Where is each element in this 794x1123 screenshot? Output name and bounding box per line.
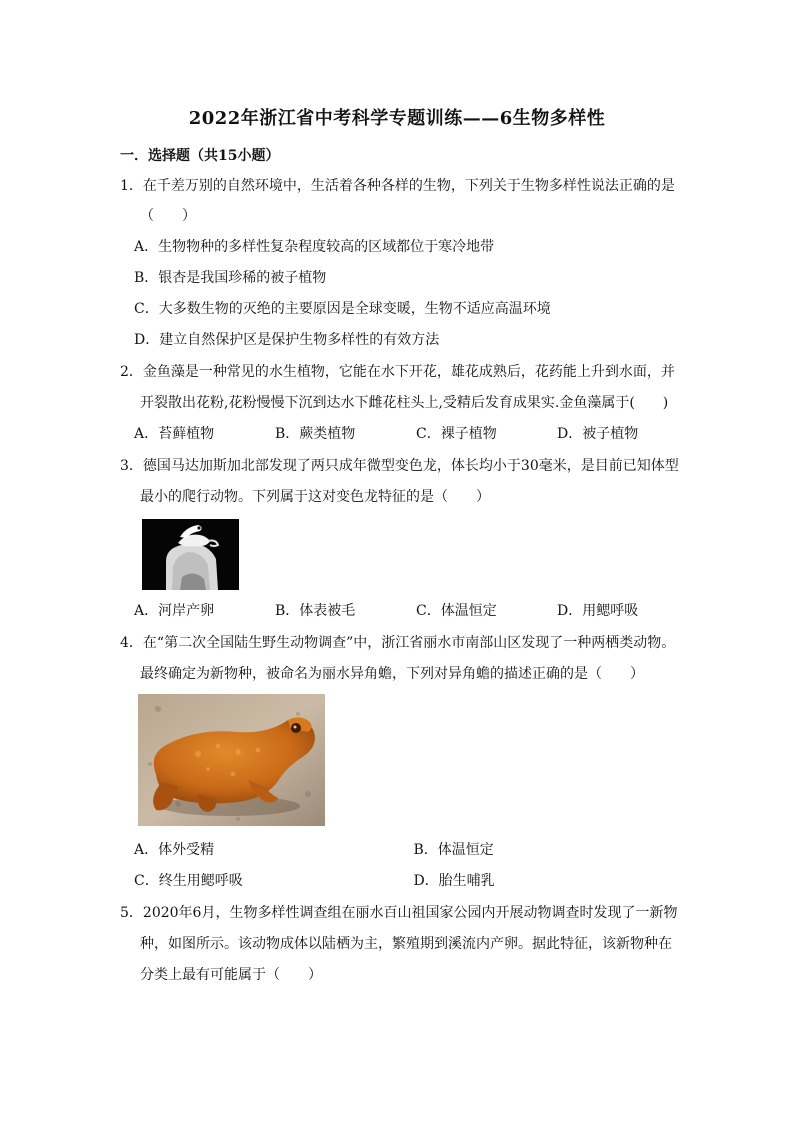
document-title: 2022年浙江省中考科学专题训练——6生物多样性 <box>188 108 606 129</box>
question-2-option-d: D．被子植物 <box>557 426 639 442</box>
question-3-options <box>134 601 698 621</box>
section-heading: 一．选择题（共15小题） <box>120 148 280 164</box>
question-4-option-d: D．胎生哺乳 <box>413 873 495 889</box>
toad-image <box>138 694 325 826</box>
question-3-stem-line-2: 最小的爬行动物。下列属于这对变色龙特征的是（ ） <box>140 489 490 505</box>
question-3-stem-line-1: 3．德国马达加斯加北部发现了两只成年微型变色龙，体长均小于30毫米，是目前已知体型 <box>120 458 679 474</box>
question-1-stem-line-1: 1．在千差万别的自然环境中，生活着各种各样的生物，下列关于生物多样性说法正确的是 <box>120 178 675 194</box>
question-1-option-c: C．大多数生物的灭绝的主要原因是全球变暖，生物不适应高温环境 <box>134 301 551 317</box>
chameleon-on-finger-icon <box>142 519 239 590</box>
question-1-stem-line-2: （ ） <box>140 208 196 224</box>
question-1-option-a: A．生物物种的多样性复杂程度较高的区域都位于寒冷地带 <box>134 239 495 255</box>
question-4-option-c: C．终生用鳃呼吸 <box>134 873 243 889</box>
question-1-option-b: B．银杏是我国珍稀的被子植物 <box>134 270 327 286</box>
chameleon-image <box>142 519 239 590</box>
question-2-stem-line-2: 开裂散出花粉,花粉慢慢下沉到达水下雌花柱头上,受精后发育成果实.金鱼藻属于( ) <box>140 395 669 411</box>
question-4-options-row-1 <box>134 840 688 860</box>
question-2-option-c: C．裸子植物 <box>416 426 497 442</box>
question-2-options <box>134 424 698 444</box>
question-3-option-a: A．河岸产卵 <box>134 603 215 619</box>
question-5-stem-line-1: 5．2020年6月，生物多样性调查组在丽水百山祖国家公园内开展动物调查时发现了一新物 <box>120 905 678 921</box>
question-4-options-row-2 <box>134 871 688 891</box>
question-3-option-c: C．体温恒定 <box>416 603 497 619</box>
question-1-option-d: D．建立自然保护区是保护生物多样性的有效方法 <box>134 332 440 348</box>
question-4-option-a: A．体外受精 <box>134 842 215 858</box>
question-4-stem-line-1: 4．在“第二次全国陆生野生动物调查”中，浙江省丽水市南部山区发现了一种两栖类动物。 <box>120 635 676 651</box>
question-5-stem-line-3: 分类上最有可能属于（ ） <box>140 967 322 983</box>
question-3-option-d: D．用鳃呼吸 <box>557 603 639 619</box>
question-4-stem-line-2: 最终确定为新物种，被命名为丽水异角蟾，下列对异角蟾的描述正确的是（ ） <box>140 666 644 682</box>
question-4-option-b: B．体温恒定 <box>413 842 494 858</box>
question-5-stem-line-2: 种，如图所示。该动物成体以陆栖为主，繁殖期到溪流内产卵。据此特征，该新物种在 <box>140 936 672 952</box>
question-3-option-b: B．体表被毛 <box>275 603 356 619</box>
question-2-stem-line-1: 2．金鱼藻是一种常见的水生植物，它能在水下开花，雄花成熟后，花药能上升到水面，并 <box>120 364 675 380</box>
question-2-option-a: A．苔藓植物 <box>134 426 215 442</box>
orange-toad-icon <box>138 694 325 826</box>
question-2-option-b: B．蕨类植物 <box>275 426 356 442</box>
